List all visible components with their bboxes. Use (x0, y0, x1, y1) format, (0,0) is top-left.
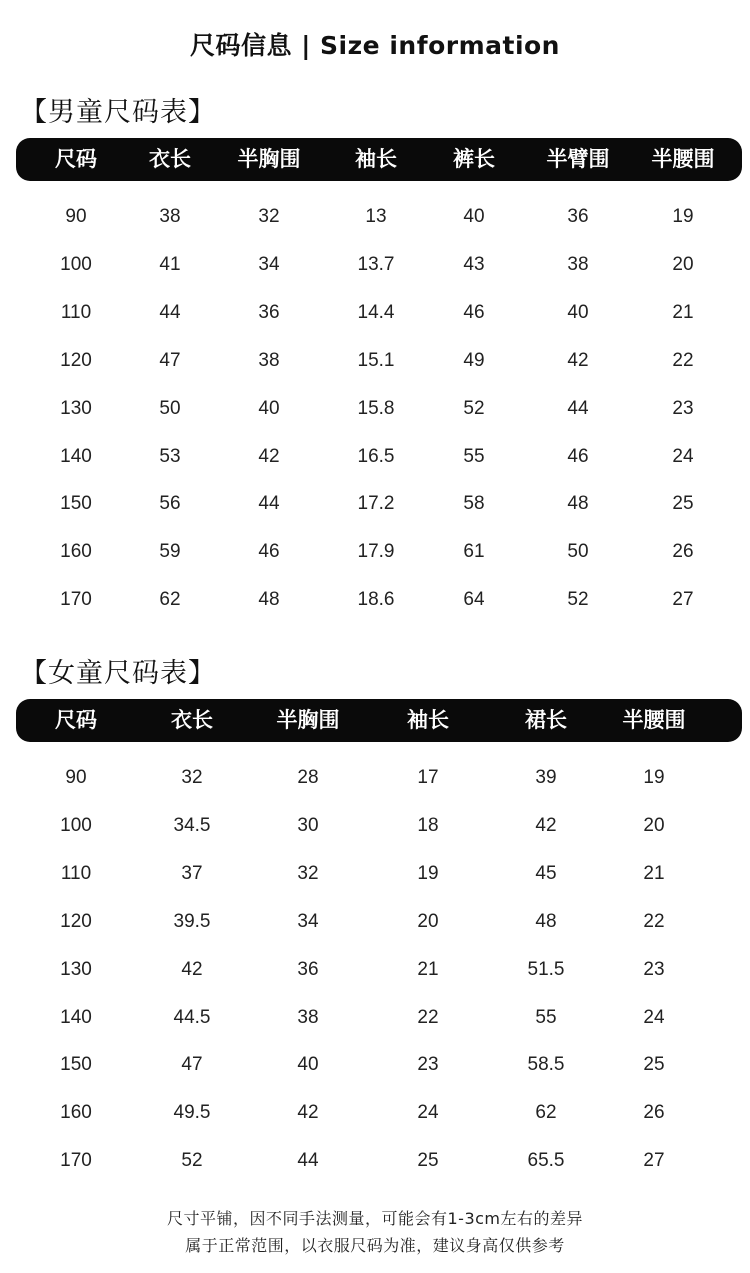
boys-cell: 46 (258, 541, 280, 563)
boys-cell: 53 (159, 445, 181, 467)
girls-cell: 140 (60, 1006, 92, 1028)
girls-header-half-chest: 半胸围 (276, 708, 340, 732)
girls-header-skirt-length: 裙长 (525, 708, 567, 732)
girls-cell: 21 (643, 862, 665, 884)
girls-cell: 19 (417, 862, 439, 884)
boys-cell: 15.1 (357, 349, 395, 371)
boys-cell: 100 (60, 253, 92, 275)
boys-cell: 36 (258, 301, 280, 323)
girls-cell: 28 (297, 767, 319, 788)
boys-cell: 22 (672, 349, 694, 371)
girls-header-size: 尺码 (55, 708, 97, 732)
boys-header-half-arm: 半臂围 (546, 147, 610, 171)
girls-cell: 19 (643, 767, 665, 788)
girls-cell: 51.5 (527, 958, 565, 980)
girls-cell: 27 (643, 1150, 665, 1172)
boys-cell: 27 (672, 589, 694, 611)
girls-cell: 160 (60, 1102, 92, 1124)
boys-cell: 59 (159, 541, 181, 563)
boys-cell: 44 (159, 301, 181, 323)
boys-cell: 44 (567, 397, 589, 419)
boys-header-sleeve: 袖长 (355, 147, 397, 171)
boys-table-header (16, 138, 742, 181)
boys-cell: 20 (672, 253, 694, 275)
girls-cell: 22 (643, 910, 665, 932)
boys-cell: 90 (65, 206, 87, 227)
girls-cell: 21 (417, 958, 439, 980)
boys-cell: 110 (60, 301, 92, 323)
girls-cell: 17 (417, 767, 439, 788)
girls-cell: 150 (60, 1054, 92, 1076)
boys-cell: 16.5 (357, 445, 395, 467)
boys-cell: 43 (463, 253, 485, 275)
boys-cell: 58 (463, 493, 485, 515)
girls-cell: 44 (297, 1150, 319, 1172)
boys-cell: 41 (159, 253, 181, 275)
footer-note-line-2: 属于正常范围，以衣服尺码为准，建议身高仅供参考 (185, 1236, 565, 1255)
boys-cell: 34 (258, 253, 280, 275)
girls-cell: 65.5 (527, 1150, 565, 1172)
girls-cell: 120 (60, 910, 92, 932)
girls-cell: 23 (417, 1054, 439, 1076)
boys-cell: 23 (672, 397, 694, 419)
boys-cell: 26 (672, 541, 694, 563)
girls-cell: 90 (65, 767, 87, 788)
boys-cell: 15.8 (357, 397, 395, 419)
boys-cell: 25 (672, 493, 694, 515)
boys-cell: 160 (60, 541, 92, 563)
boys-cell: 55 (463, 445, 485, 467)
girls-cell: 42 (181, 958, 203, 980)
girls-cell: 45 (535, 862, 557, 884)
boys-cell: 50 (159, 397, 181, 419)
girls-cell: 30 (297, 814, 319, 836)
girls-cell: 170 (60, 1150, 92, 1172)
girls-header-sleeve: 袖长 (407, 708, 449, 732)
boys-cell: 44 (258, 493, 280, 515)
girls-cell: 42 (535, 814, 557, 836)
girls-cell: 20 (643, 814, 665, 836)
boys-header-half-waist: 半腰围 (651, 147, 715, 171)
girls-cell: 32 (181, 767, 203, 788)
girls-cell: 100 (60, 814, 92, 836)
boys-cell: 13 (365, 206, 387, 227)
boys-cell: 40 (463, 206, 485, 227)
girls-cell: 48 (535, 910, 557, 932)
boys-cell: 61 (463, 541, 485, 563)
girls-cell: 39.5 (173, 910, 211, 932)
boys-cell: 48 (258, 589, 280, 611)
boys-cell: 21 (672, 301, 694, 323)
boys-cell: 40 (567, 301, 589, 323)
boys-cell: 38 (159, 206, 181, 227)
boys-cell: 56 (159, 493, 181, 515)
girls-cell: 39 (535, 767, 557, 788)
girls-cell: 42 (297, 1102, 319, 1124)
girls-cell: 25 (643, 1054, 665, 1076)
boys-header-pants-length: 裤长 (453, 147, 495, 171)
boys-cell: 46 (567, 445, 589, 467)
girls-cell: 38 (297, 1006, 319, 1028)
boys-cell: 38 (567, 253, 589, 275)
boys-cell: 52 (567, 589, 589, 611)
boys-cell: 62 (159, 589, 181, 611)
girls-cell: 47 (181, 1054, 203, 1076)
boys-header-half-chest: 半胸围 (237, 147, 301, 171)
girls-cell: 37 (181, 862, 203, 884)
boys-cell: 140 (60, 445, 92, 467)
boys-cell: 49 (463, 349, 485, 371)
boys-cell: 130 (60, 397, 92, 419)
boys-cell: 17.2 (357, 493, 395, 515)
girls-header-length: 衣长 (171, 708, 213, 732)
boys-header-length: 衣长 (149, 147, 191, 171)
girls-cell: 32 (297, 862, 319, 884)
boys-cell: 14.4 (357, 301, 395, 323)
girls-cell: 24 (417, 1102, 439, 1124)
boys-cell: 120 (60, 349, 92, 371)
boys-cell: 18.6 (357, 589, 395, 611)
girls-cell: 52 (181, 1150, 203, 1172)
girls-cell: 22 (417, 1006, 439, 1028)
girls-table-header (16, 699, 742, 742)
girls-cell: 24 (643, 1006, 665, 1028)
girls-cell: 20 (417, 910, 439, 932)
girls-cell: 55 (535, 1006, 557, 1028)
girls-cell: 34.5 (173, 814, 211, 836)
girls-cell: 40 (297, 1054, 319, 1076)
girls-cell: 130 (60, 958, 92, 980)
boys-cell: 170 (60, 589, 92, 611)
girls-section-title: 【女童尺码表】 (20, 658, 216, 689)
boys-cell: 32 (258, 206, 280, 227)
boys-cell: 24 (672, 445, 694, 467)
boys-cell: 46 (463, 301, 485, 323)
girls-cell: 34 (297, 910, 319, 932)
boys-section-title: 【男童尺码表】 (20, 97, 216, 128)
girls-header-half-waist: 半腰围 (622, 708, 686, 732)
boys-header-size: 尺码 (55, 147, 97, 171)
boys-cell: 42 (258, 445, 280, 467)
girls-cell: 26 (643, 1102, 665, 1124)
boys-cell: 13.7 (357, 253, 395, 275)
boys-cell: 17.9 (357, 541, 395, 563)
girls-cell: 58.5 (527, 1054, 565, 1076)
girls-cell: 18 (417, 814, 439, 836)
boys-cell: 48 (567, 493, 589, 515)
boys-cell: 36 (567, 206, 589, 227)
boys-cell: 38 (258, 349, 280, 371)
boys-cell: 150 (60, 493, 92, 515)
footer-note-line-1: 尺寸平铺，因不同手法测量，可能会有1-3cm左右的差异 (166, 1209, 584, 1228)
boys-cell: 40 (258, 397, 280, 419)
girls-cell: 25 (417, 1150, 439, 1172)
girls-cell: 49.5 (173, 1102, 211, 1124)
boys-cell: 47 (159, 349, 181, 371)
boys-cell: 19 (672, 206, 694, 227)
boys-cell: 52 (463, 397, 485, 419)
girls-cell: 44.5 (173, 1006, 211, 1028)
page-title: 尺码信息 | Size information (190, 31, 560, 60)
girls-cell: 23 (643, 958, 665, 980)
boys-cell: 42 (567, 349, 589, 371)
boys-cell: 64 (463, 589, 485, 611)
boys-cell: 50 (567, 541, 589, 563)
girls-cell: 110 (60, 862, 92, 884)
girls-cell: 36 (297, 958, 319, 980)
girls-cell: 62 (535, 1102, 557, 1124)
